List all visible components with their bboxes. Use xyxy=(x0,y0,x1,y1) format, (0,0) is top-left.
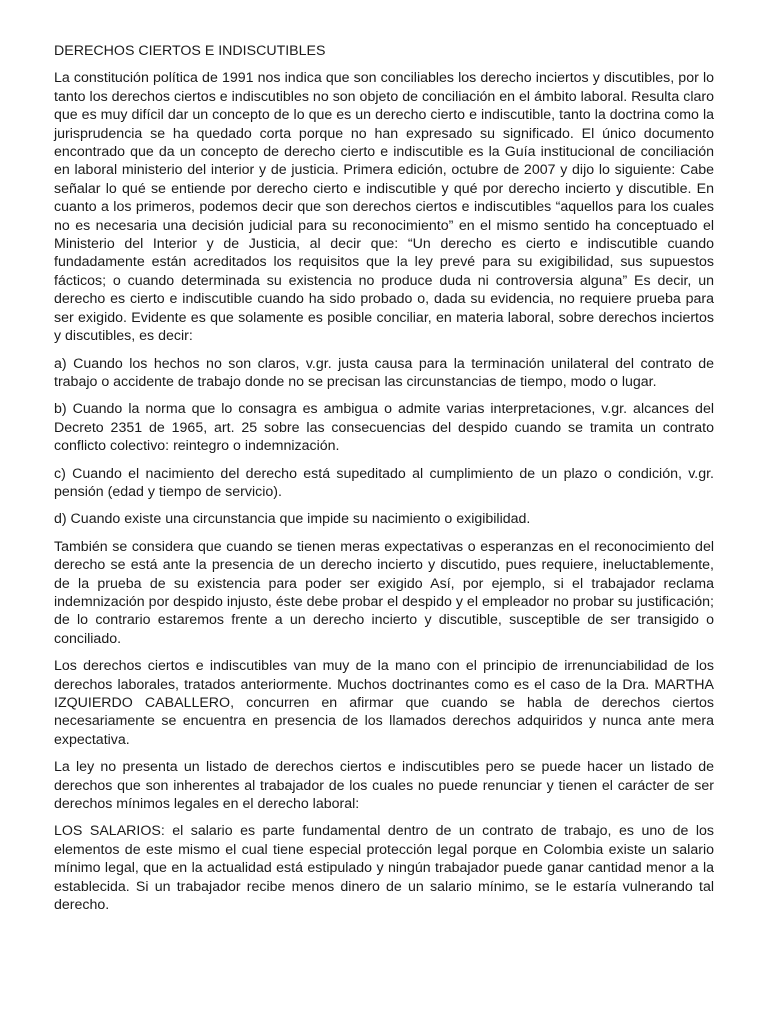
document-page xyxy=(54,42,714,923)
paragraph-item-b: b) Cuando la norma que lo consagra es ambigua o admite varias interpretaciones, v.gr. alcances del Decreto 2351 de 1965, art. 25 sobre las consecuencias del despido cuando se tramita un contrato conflicto colectivo: reintegro o indemnización. xyxy=(54,401,714,455)
paragraph-item-d: d) Cuando existe una circunstancia que impide su nacimiento o exigibilidad. xyxy=(54,511,531,528)
paragraph-expectativas: También se considera que cuando se tienen meras expectativas o esperanzas en el reconocimiento del derecho se está ante la presencia de un derecho incierto y discutido, pues requiere, ineluctablemente, de la prueba de su existencia para poder ser exigido Así, por ejemplo, si el trabajador reclama indemnización por despido injusto, éste debe probar el despido y el empleador no probar su justificación; de lo contrario estaremos frente a un derecho incierto y discutible, susceptible de ser transigido o conciliado. xyxy=(54,538,714,647)
paragraph-listado: La ley no presenta un listado de derechos ciertos e indiscutibles pero se puede hacer un listado de derechos que son inherentes al trabajador de los cuales no puede renunciar y tienen el carácter de ser derechos mínimos legales en el derecho laboral: xyxy=(54,759,714,813)
paragraph-salarios: LOS SALARIOS: el salario es parte fundamental dentro de un contrato de trabajo, es uno de los elementos de este mismo el cual tiene especial protección legal porque en Colombia existe un salario mínimo legal, que en la actualidad está estipulado y ningún trabajador puede ganar cantidad menor a la establecida. Si un trabajador recibe menos dinero de un salario mínimo, se le estaría vulnerando tal derecho. xyxy=(54,823,714,914)
paragraph-intro: La constitución política de 1991 nos indica que son conciliables los derecho inciertos y discutibles, por lo tanto los derechos ciertos e indiscutibles no son objeto de conciliación en el ámbito laboral. Resulta claro que es muy difícil dar un concepto de lo que es un derecho cierto e indiscutible, tanto la doctrina como la jurisprudencia se ha quedado corta porque no han expresado su significado. El único documento encontrado que da un concepto de derecho cierto e indiscutible es la Guía institucional de conciliación en laboral ministerio del interior y de justicia. Primera edición, octubre de 2007 y dijo lo siguiente: Cabe señalar lo qué se entiende por derecho cierto e indiscutible y qué por derecho incierto y discutible. En cuanto a los primeros, podemos decir que son derechos ciertos e indiscutibles “aquellos para los cuales no es necesaria una decisión judicial para su reconocimiento” en el mismo sentido ha conceptuado el Ministerio del Interior y de Justicia, al decir que: “Un derecho es cierto e indiscutible cuando fundadamente están acreditados los requisitos que la ley prevé para su exigibilidad, sus supuestos fácticos; o cuando determinada su existencia no produce duda ni controversia alguna” Es decir, un derecho es cierto e indiscutible cuando ha sido probado o, dada su evidencia, no requiere prueba para ser exigido. Evidente es que solamente es posible conciliar, en materia laboral, sobre derechos inciertos y discutibles, es decir: xyxy=(54,70,714,345)
paragraph-item-a: a) Cuando los hechos no son claros, v.gr. justa causa para la terminación unilateral del contrato de trabajo o accidente de trabajo donde no se precisan las circunstancias de tiempo, modo o lugar. xyxy=(54,355,714,390)
paragraph-irrenunciabilidad: Los derechos ciertos e indiscutibles van muy de la mano con el principio de irrenunciabilidad de los derechos laborales, tratados anteriormente. Muchos doctrinantes como es el caso de la Dra. MARTHA IZQUIERDO CABALLERO, concurren en afirmar que cuando se habla de derechos ciertos necesariamente se encuentra en presencia de los llamados derechos adquiridos y nunca ante mera expectativa. xyxy=(54,658,714,748)
paragraph-item-c: c) Cuando el nacimiento del derecho está supeditado al cumplimiento de un plazo o condición, v.gr. pensión (edad y tiempo de servicio). xyxy=(54,465,714,500)
document-title: DERECHOS CIERTOS E INDISCUTIBLES xyxy=(54,43,326,59)
